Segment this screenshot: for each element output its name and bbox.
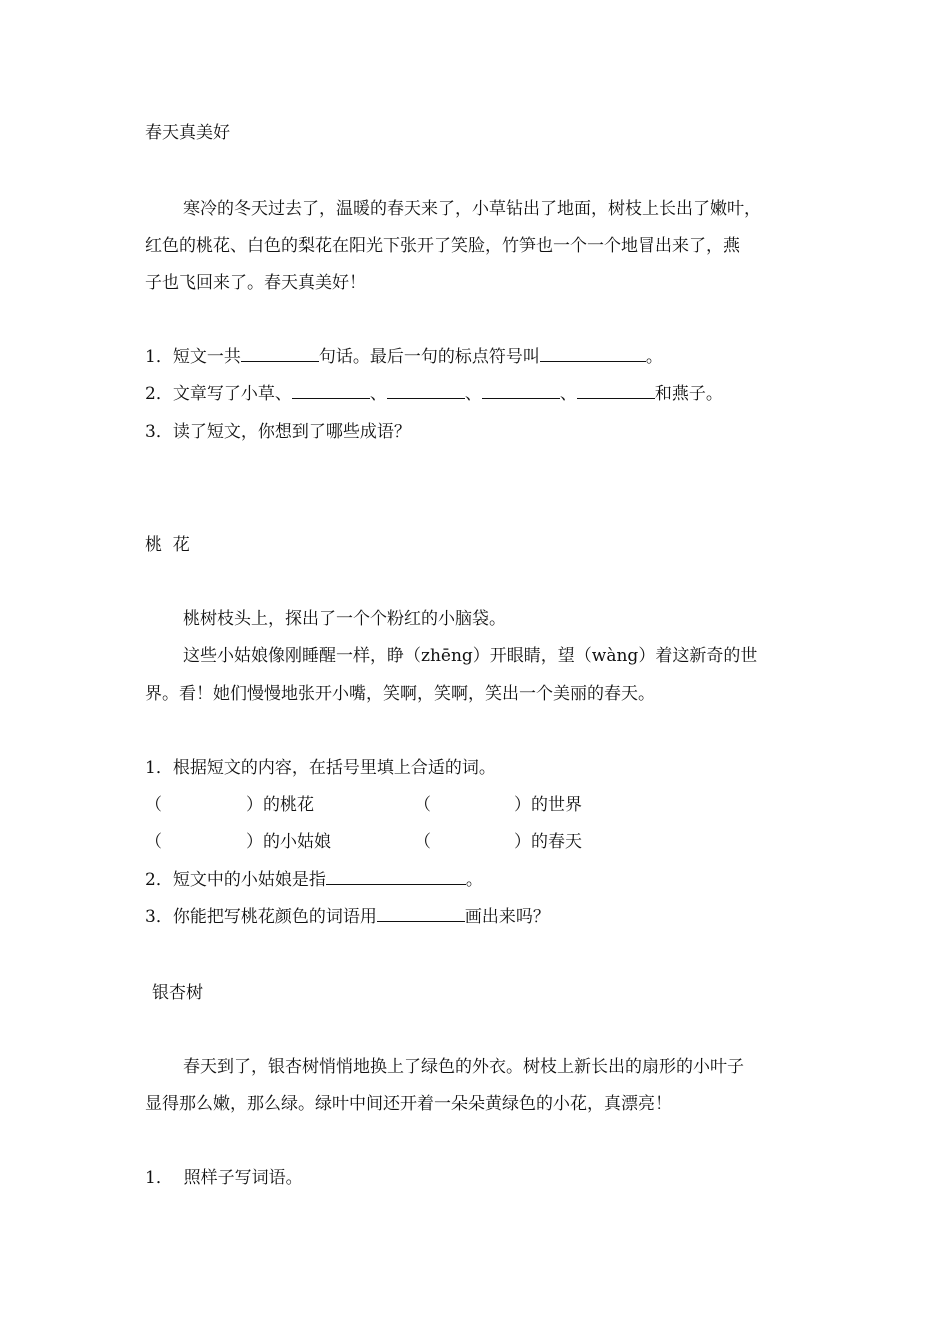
paragraph-line: 春天到了，银杏树悄悄地换上了绿色的外衣。树枝上新长出的扇形的小叶子 [183, 1057, 744, 1077]
section-title: 银杏树 [152, 983, 203, 1003]
separator: 、 [369, 384, 387, 404]
question-text: 2．短文中的小姑娘是指 [145, 870, 326, 890]
question-2 [145, 869, 483, 891]
answer-blank[interactable] [292, 384, 370, 399]
separator: 、 [464, 384, 482, 404]
open-paren: （ [414, 832, 431, 852]
question-text: 3．你能把写桃花颜色的词语用 [145, 907, 377, 927]
answer-blank[interactable] [577, 384, 655, 399]
paragraph-line: 寒冷的冬天过去了，温暖的春天来了，小草钻出了地面，树枝上长出了嫩叶， [183, 199, 761, 219]
answer-blank[interactable] [540, 347, 646, 362]
fill-item: ）的小姑娘 [246, 832, 331, 852]
section-title: 春天真美好 [145, 123, 230, 143]
open-paren: （ [145, 832, 162, 852]
paragraph-line: 界。看！她们慢慢地张开小嘴，笑啊，笑啊，笑出一个美丽的春天。 [145, 684, 655, 704]
question-1: 1． 照样子写词语。 [145, 1168, 303, 1188]
fill-item: ）的桃花 [246, 795, 314, 815]
open-paren: （ [414, 795, 431, 815]
question-text: 。 [645, 347, 663, 367]
paragraph-line: 桃树枝头上，探出了一个个粉红的小脑袋。 [183, 609, 506, 629]
answer-blank[interactable] [326, 870, 466, 885]
question-text: 1．短文一共 [145, 347, 241, 367]
answer-blank[interactable] [387, 384, 465, 399]
question-3: 3．读了短文，你想到了哪些成语？ [145, 422, 411, 442]
answer-blank[interactable] [241, 347, 319, 362]
question-text: 和燕子。 [654, 384, 723, 404]
question-3 [145, 906, 550, 928]
section-title: 桃 花 [145, 535, 190, 555]
question-text: 句话。最后一句的标点符号叫 [318, 347, 540, 367]
question-text: 。 [465, 870, 483, 890]
separator: 、 [559, 384, 577, 404]
fill-item: ）的春天 [514, 832, 582, 852]
answer-blank[interactable] [377, 907, 465, 922]
question-text: 2．文章写了小草、 [145, 384, 292, 404]
open-paren: （ [145, 795, 162, 815]
paragraph-line: 红色的桃花、白色的梨花在阳光下张开了笑脸，竹笋也一个一个地冒出来了，燕 [145, 236, 740, 256]
question-1 [145, 346, 663, 368]
answer-blank[interactable] [482, 384, 560, 399]
question-2 [145, 383, 723, 405]
question-1: 1．根据短文的内容，在括号里填上合适的词。 [145, 758, 496, 778]
paragraph-line: 显得那么嫩，那么绿。绿叶中间还开着一朵朵黄绿色的小花，真漂亮！ [145, 1094, 672, 1114]
paragraph-line: 这些小姑娘像刚睡醒一样，睁（zhēng）开眼睛，望（wàng）着这新奇的世 [183, 646, 758, 666]
paragraph-line: 子也飞回来了。春天真美好！ [145, 273, 366, 293]
fill-item: ）的世界 [514, 795, 582, 815]
question-text: 画出来吗？ [464, 907, 550, 927]
